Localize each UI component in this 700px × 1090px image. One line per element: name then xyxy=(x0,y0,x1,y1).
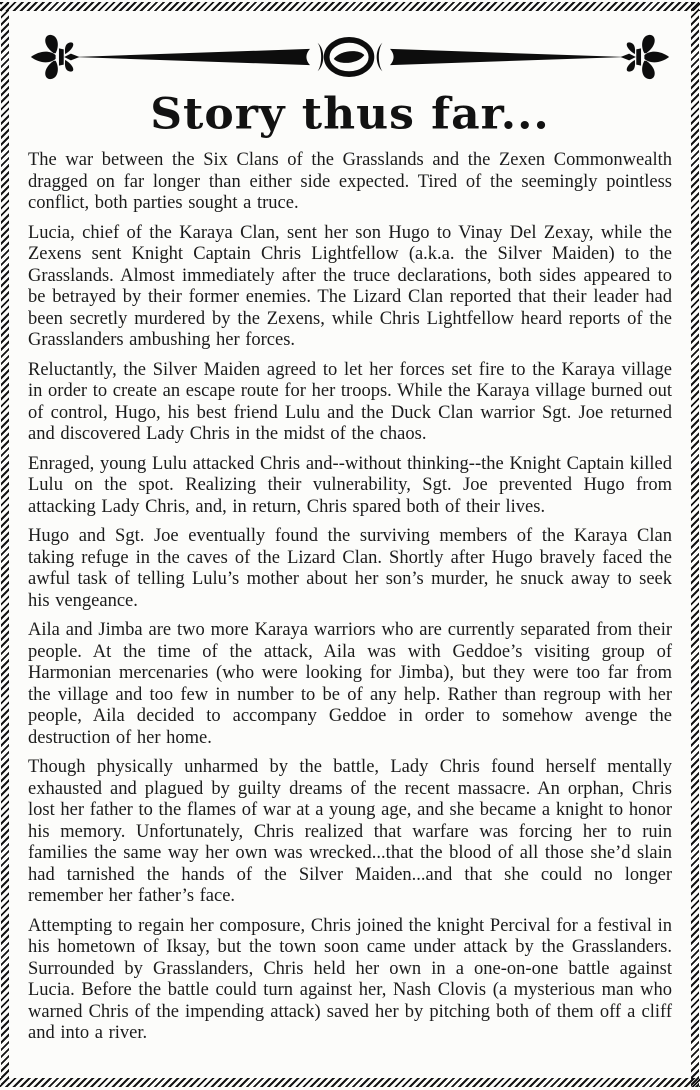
page-content xyxy=(28,0,672,1076)
story-paragraph: Aila and Jimba are two more Karaya warriors who are currently separated from their people. At the time of the attack, Aila was with Geddoe’s visiting group of Harmonian mercenaries (who were looking for Jimba), but they were too far from the village and too few in number to be of any help. Rather than regroup with her people, Aila decided to accompany Geddoe in order to somehow avenge the destruction of her home. xyxy=(28,620,672,748)
story-paragraph: Attempting to regain her composure, Chris joined the knight Percival for a festival in his hometown of Iksay, but the town soon came under attack by the Grasslanders. Surrounded by Grasslanders, Chris held her own in a one-on-one battle against Lucia. Before the battle could turn against her, Nash Clovis (a mysterious man who warned Chris of the impending attack) saved her by pitching both of them off a cliff and into a river. xyxy=(28,915,672,1043)
border-hatch-bottom xyxy=(0,1078,700,1087)
page-title: Story thus far... xyxy=(150,89,550,140)
story-paragraph: Reluctantly, the Silver Maiden agreed to let her forces set fire to the Karaya village in order to create an escape route for her troops. While the Karaya village burned out of control, Hugo, his best friend Lulu and the Duck Clan warrior Sgt. Joe returned and discovered Lady Chris in the midst of the chaos. xyxy=(28,359,672,444)
tapered-bar-right xyxy=(377,43,627,72)
tapered-bar-left xyxy=(74,43,324,72)
header-ornament xyxy=(28,27,672,87)
fleur-de-lis-icon xyxy=(31,35,80,79)
header-ornament-graphic xyxy=(28,27,672,87)
story-paragraph: Enraged, young Lulu attacked Chris and--without thinking--the Knight Captain killed Lulu on the spot. Realizing their vulnerability, Sgt. Joe prevented Hugo from attacking Lady Chris, and, in return, Chris spared both of their lives. xyxy=(28,453,672,517)
border-hatch-left xyxy=(1,2,9,1087)
fleur-de-lis-icon xyxy=(621,35,670,79)
oval-eye-icon xyxy=(327,40,372,74)
border-hatch-right xyxy=(691,2,699,1087)
story-paragraph: Hugo and Sgt. Joe eventually found the surviving members of the Karaya Clan taking refuge in the caves of the Lizard Clan. Shortly after Hugo bravely faced the awful task of telling Lulu’s mother about her son’s murder, he snuck away to seek his vengeance. xyxy=(28,526,672,611)
story-paragraph: Lucia, chief of the Karaya Clan, sent her son Hugo to Vinay Del Zexay, while the Zexens sent Knight Captain Chris Lightfellow (a.k.a. the Silver Maiden) to the Grasslands. Almost immediately after the truce declarations, both sides appeared to be betrayed by their former enemies. The Lizard Clan reported that their leader had been secretly murdered by the Zexens, while Chris Lightfellow heard reports of the Grasslanders ambushing her forces. xyxy=(28,222,672,350)
story-text xyxy=(28,150,672,1045)
story-paragraph: The war between the Six Clans of the Grasslands and the Zexen Commonwealth dragged on far longer than either side expected. Tired of the seemingly pointless conflict, both parties sought a truce. xyxy=(28,150,672,213)
story-paragraph: Though physically unharmed by the battle, Lady Chris found herself mentally exhausted and plagued by guilty dreams of the recent massacre. An orphan, Chris lost her father to the flames of war at a young age, and she became a knight to honor his memory. Unfortunately, Chris realized that warfare was forcing her to ruin families the same way her own was wrecked...that the blood of all those she’d slain had tarnished the hands of the Silver Maiden...and that she could no longer remember her father’s face. xyxy=(28,757,672,906)
